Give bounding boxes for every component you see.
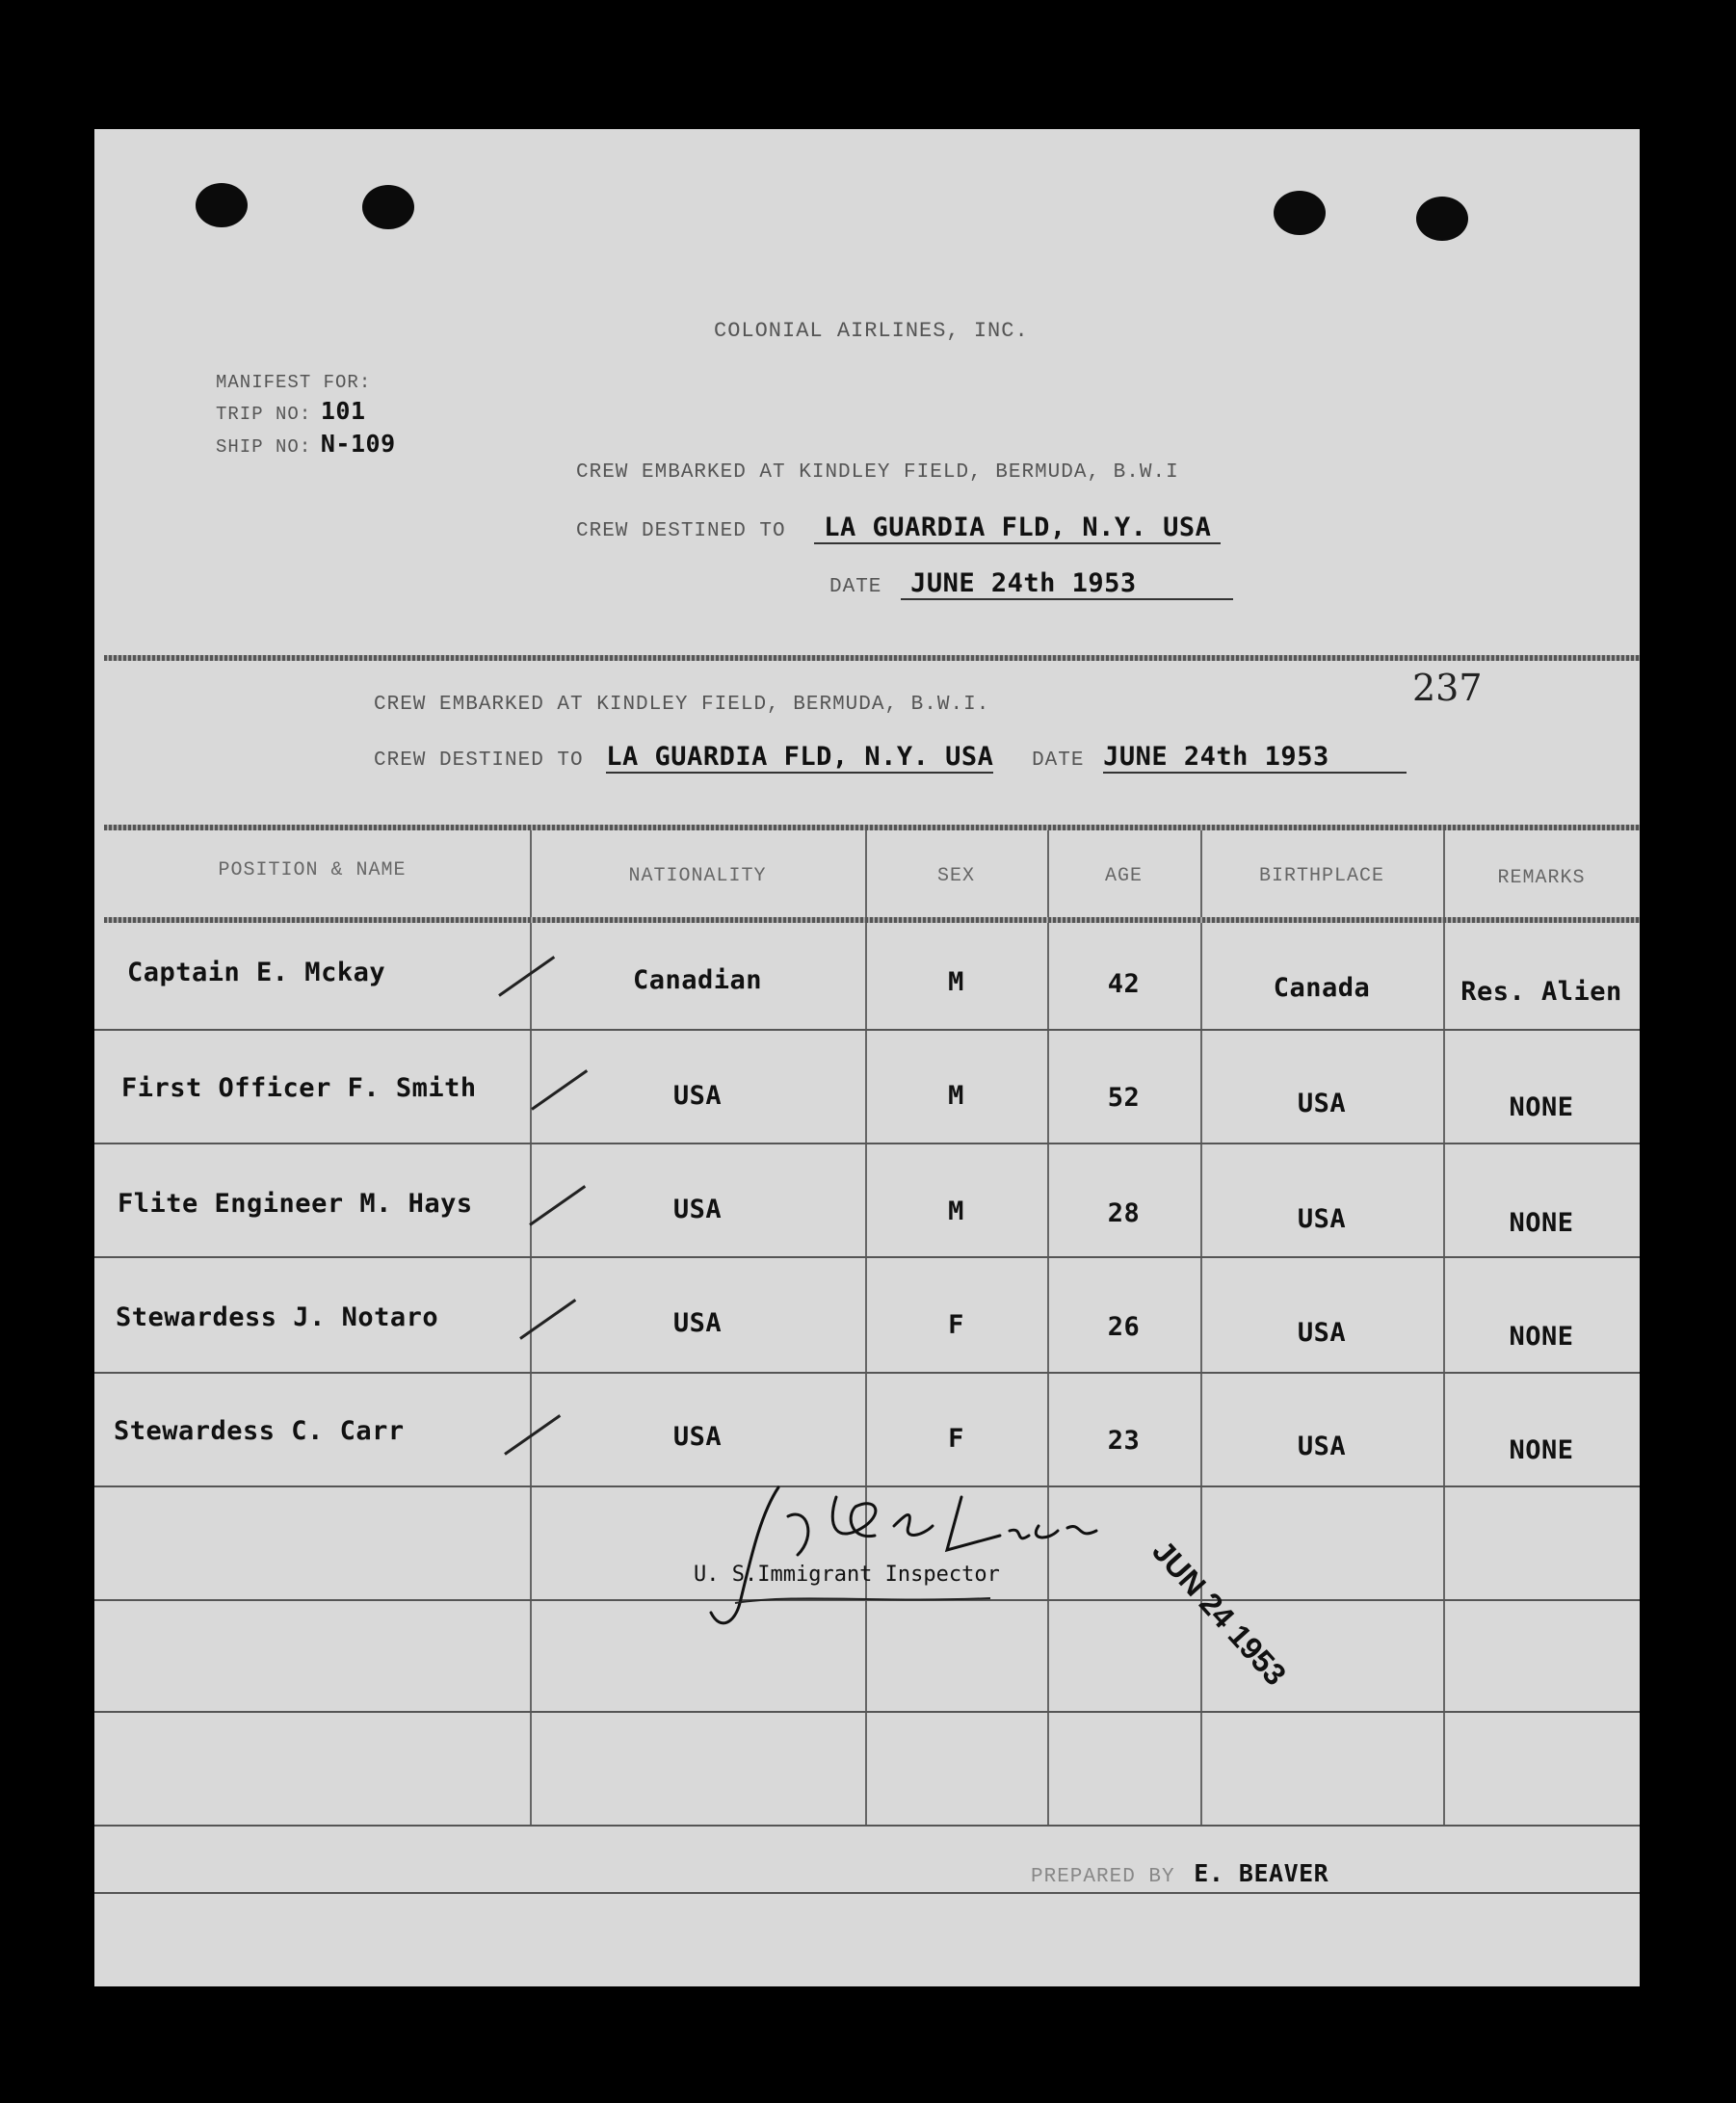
trip-number: 101 (320, 397, 366, 425)
punch-hole (362, 185, 414, 229)
table-top-rule (104, 825, 1640, 830)
crew-sex: M (948, 1081, 964, 1111)
destination-second: LA GUARDIA FLD, N.Y. USA (606, 742, 994, 772)
date-label-top: DATE (829, 576, 882, 598)
punch-hole (1274, 191, 1326, 235)
row-divider (94, 1892, 1640, 1894)
crew-birthplace: Canada (1273, 973, 1371, 1003)
crew-nationality: Canadian (632, 965, 763, 995)
manifest-page (94, 129, 1640, 1986)
row-divider (94, 1825, 1640, 1827)
crew-birthplace: USA (1297, 1204, 1347, 1234)
trip-label: TRIP NO: (216, 404, 312, 425)
crew-nationality: USA (672, 1195, 723, 1224)
col-header-age: AGE (1104, 865, 1143, 887)
prepared-by-label: PREPARED BY (1031, 1866, 1175, 1888)
crew-age: 28 (1107, 1198, 1141, 1228)
crew-remarks: NONE (1509, 1208, 1574, 1238)
crew-remarks: NONE (1509, 1435, 1574, 1465)
page-number: 237 (1412, 667, 1483, 709)
crew-sex: F (948, 1310, 964, 1340)
inspector-signature (644, 1459, 1222, 1651)
col-header-sex: SEX (936, 865, 975, 887)
crew-name: First Officer F. Smith (121, 1073, 477, 1103)
crew-remarks: NONE (1509, 1092, 1574, 1122)
crew-name: Stewardess C. Carr (114, 1416, 405, 1446)
punch-hole (196, 183, 248, 227)
ship-number: N-109 (320, 430, 396, 458)
date-top-row (829, 568, 1233, 600)
prepared-by-row (1031, 1859, 1328, 1888)
crew-birthplace: USA (1297, 1089, 1347, 1118)
inspector-title: U. S.Immigrant Inspector (694, 1563, 1000, 1587)
crew-name: Stewardess J. Notaro (116, 1302, 439, 1332)
manifest-for-label: MANIFEST FOR: (216, 372, 372, 393)
crew-name: Captain E. Mckay (127, 958, 386, 987)
date-stamp: JUN 24 1953 (1145, 1534, 1294, 1693)
crew-destined-top-row (576, 513, 1221, 544)
col-header-nationality: NATIONALITY (628, 865, 767, 887)
company-name: COLONIAL AIRLINES, INC. (714, 319, 1029, 343)
crew-nationality: USA (672, 1422, 723, 1452)
crew-sex: M (948, 1196, 964, 1226)
date-label-second: DATE (1032, 749, 1085, 772)
trip-row (216, 397, 366, 425)
crew-age: 26 (1107, 1312, 1141, 1342)
crew-destined-second-row (374, 742, 1407, 774)
crew-embarked-second: CREW EMBARKED AT KINDLEY FIELD, BERMUDA, B.W.I. (374, 694, 990, 716)
crew-birthplace: USA (1297, 1318, 1347, 1348)
row-divider (94, 1256, 1640, 1258)
crew-remarks: Res. Alien (1460, 977, 1622, 1007)
row-divider (94, 1143, 1640, 1144)
date-top: JUNE 24th 1953 (901, 568, 1233, 600)
destination-top: LA GUARDIA FLD, N.Y. USA (814, 513, 1221, 544)
crew-sex: M (948, 967, 964, 997)
date-second: JUNE 24th 1953 (1103, 742, 1407, 774)
col-header-remarks: REMARKS (1497, 867, 1586, 889)
crew-age: 42 (1107, 969, 1141, 999)
crew-age: 23 (1107, 1426, 1141, 1456)
punch-hole (1416, 197, 1468, 241)
crew-name: Flite Engineer M. Hays (118, 1189, 473, 1219)
crew-nationality: USA (672, 1308, 723, 1338)
crew-remarks: NONE (1509, 1322, 1574, 1352)
ship-row (216, 430, 396, 458)
crew-destined-label: CREW DESTINED TO (576, 520, 786, 542)
col-header-position: POSITION & NAME (218, 859, 407, 881)
row-divider (94, 1029, 1640, 1031)
crew-sex: F (948, 1424, 964, 1454)
crew-destined-label-second: CREW DESTINED TO (374, 749, 584, 772)
crew-age: 52 (1107, 1083, 1141, 1113)
prepared-by-name: E. BEAVER (1194, 1859, 1329, 1887)
divider-rule (104, 655, 1640, 661)
crew-embarked-top: CREW EMBARKED AT KINDLEY FIELD, BERMUDA, B.W.I (576, 461, 1179, 484)
header-bottom-rule (104, 917, 1640, 923)
col-header-birthplace: BIRTHPLACE (1258, 865, 1385, 887)
row-divider (94, 1372, 1640, 1374)
row-divider (94, 1711, 1640, 1713)
crew-nationality: USA (672, 1081, 723, 1111)
ship-label: SHIP NO: (216, 436, 312, 458)
crew-birthplace: USA (1297, 1432, 1347, 1461)
